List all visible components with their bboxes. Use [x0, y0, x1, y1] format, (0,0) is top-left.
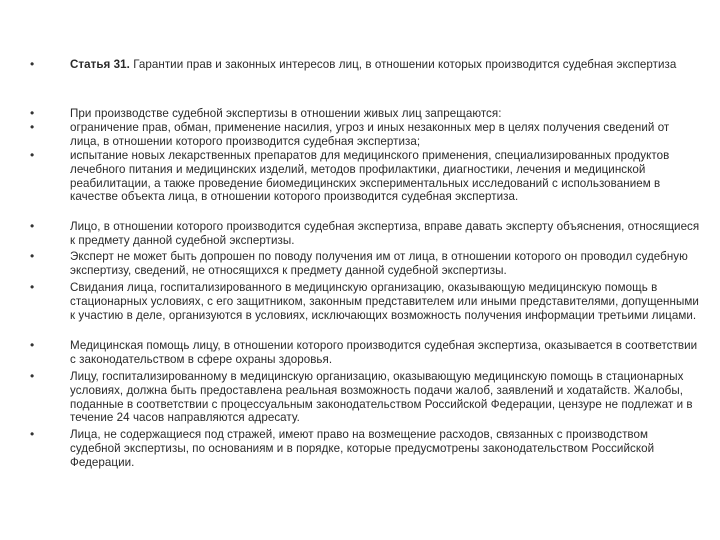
- list-item-text: Эксперт не может быть допрошен по поводу получения им от лица, в отношении которого он проводил судебную экспертизу, сведений, не относящихся к предмету данной судебной экспертизы.: [70, 250, 688, 277]
- bullet-icon: •: [30, 120, 35, 134]
- list-item: [30, 107, 700, 121]
- bullet-icon: •: [30, 249, 35, 263]
- list-item-text: испытание новых лекарственных препаратов для медицинского применения, специализированных продуктов лечебного питания и медицинских изделий, методов профилактики, диагностики, лечения и медицинской реабилитации, а также проведение биомедицинских экспериментальных исследований с использованием в качестве объекта лица, в отношении которого производится судебная экспертиза.: [70, 149, 670, 204]
- list-item-text: Лицо, в отношении которого производится судебная экспертиза, вправе давать эксперту объяснения, относящиеся к предмету данной судебной экспертизы.: [70, 220, 700, 247]
- list-item: [30, 121, 700, 149]
- bullet-icon: •: [30, 219, 35, 233]
- bullet-icon: •: [30, 427, 35, 441]
- list-item: [30, 428, 700, 469]
- list-item-text: ограничение прав, обман, применение насилия, угроз и иных незаконных мер в целях получения сведений от лица, в отношении которого производится судебная экспертиза;: [70, 121, 670, 148]
- bullet-icon: •: [30, 148, 35, 162]
- list-item: [30, 149, 700, 204]
- list-item: [30, 370, 700, 425]
- bullet-icon: •: [30, 369, 35, 383]
- list-item: [30, 250, 700, 278]
- article-title-text: Гарантии прав и законных интересов лиц, в отношении которых производится судебная экспертиза: [129, 58, 677, 71]
- article-title: [70, 58, 700, 72]
- bullet-icon: •: [30, 280, 35, 294]
- bullet-icon: •: [30, 106, 35, 120]
- list-item: [30, 220, 700, 248]
- list-item-text: Лица, не содержащиеся под стражей, имеют право на возмещение расходов, связанных с производством судебной экспертизы, по основаниям и в порядке, которые предусмотрены законодательством Российской Федерации.: [70, 428, 655, 469]
- bullet-icon: •: [30, 57, 35, 71]
- list-item-text: Лицу, госпитализированному в медицинскую организацию, оказывающую медицинскую помощь в стационарных условиях, должна быть предоставлена реальная возможность подачи жалоб, заявлений и ходатайств. Жалобы, поданные в соответствии с процессуальным законодательством Российской Федерации, цензуре не подлежат и в течение 24 часов направляются адресату.: [70, 370, 693, 425]
- list-item-text: При производстве судебной экспертизы в отношении живых лиц запрещаются:: [70, 107, 502, 120]
- list-item-text: Свидания лица, госпитализированного в медицинскую организацию, оказывающую медицинскую помощь в стационарных условиях, с его защитником, законным представителем или иными представителями, допущенными к участию в деле, организуются в условиях, исключающих возможность получения информации третьими лицами.: [70, 281, 699, 322]
- article-number: Статья 31.: [70, 58, 130, 71]
- list-item-text: Медицинская помощь лицу, в отношении которого производится судебная экспертиза, оказывается в соответствии с законодательством в сфере охраны здоровья.: [70, 339, 698, 366]
- bullet-icon: •: [30, 338, 35, 352]
- list-item: [30, 339, 700, 367]
- article-heading: [30, 58, 700, 72]
- list-item: [30, 281, 700, 322]
